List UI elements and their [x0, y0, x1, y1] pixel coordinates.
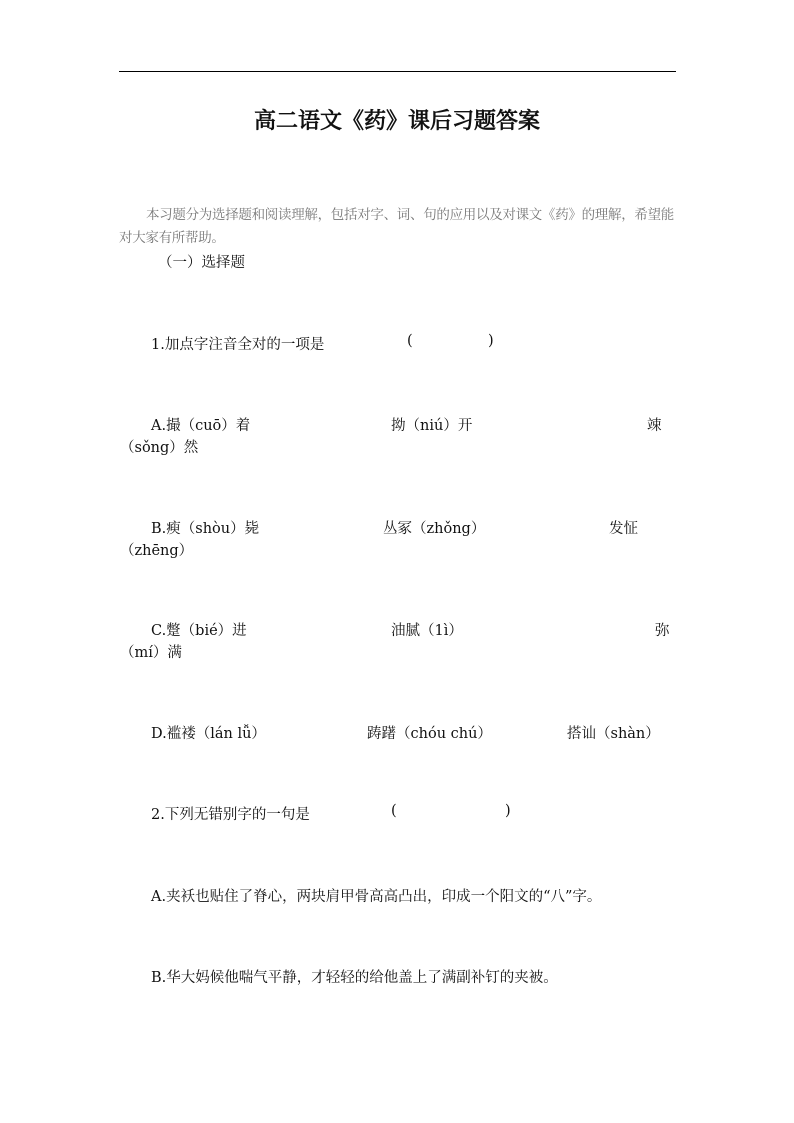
q2-option-a: A.夹袄也贴住了脊心，两块肩甲骨高高凸出，印成一个阳文的“八”字。	[151, 889, 602, 905]
question-2-stem: 2.下列无错别字的一句是	[151, 807, 310, 823]
intro-paragraph: 本习题分为选择题和阅读理解，包括对字、词、句的应用以及对课文《药》的理解，希望能对大家有所帮助。	[119, 207, 674, 246]
question-2-paren-close: )	[505, 803, 511, 819]
page-title: 高二语文《药》课后习题答案	[253, 109, 540, 134]
q1-option-b-part3-tail: （zhēng）	[120, 543, 194, 559]
q1-option-d-part3: 搭讪（shàn）	[567, 726, 660, 742]
question-1-stem: 1.加点字注音全对的一项是	[151, 337, 325, 353]
q1-option-a-part1: A.撮（cuō）着	[151, 418, 251, 434]
q1-option-d-part2: 踌躇（chóu chú）	[367, 726, 492, 742]
q1-option-c-part1: C.蹩（bié）进	[151, 623, 247, 639]
q1-option-c-part3-head: 弥	[655, 623, 670, 639]
q1-option-a-part2: 拗（niú）开	[391, 418, 473, 434]
q2-option-b: B.华大妈候他喘气平静，才轻轻的给他盖上了满副补钉的夹被。	[151, 970, 558, 986]
q1-option-b-part2: 丛冢（zhǒng）	[383, 521, 486, 537]
q1-option-b-part1: B.瘐（shòu）毙	[151, 521, 260, 537]
question-2-paren-open: (	[391, 803, 397, 819]
section-heading: （一）选择题	[158, 255, 245, 271]
q1-option-c-part2: 油腻（1ì）	[391, 623, 463, 639]
q1-option-a-part3-head: 竦	[647, 418, 662, 434]
q1-option-c-part3-tail: （mí）满	[120, 645, 182, 661]
q1-option-d-part1: D.褴褛（lán lǚ）	[151, 726, 266, 742]
question-1-paren-open: (	[407, 333, 413, 349]
header-rule	[119, 71, 676, 72]
question-1-paren-close: )	[488, 333, 494, 349]
q1-option-b-part3-head: 发怔	[609, 521, 638, 537]
q1-option-a-part3-tail: （sǒng）然	[120, 440, 199, 456]
